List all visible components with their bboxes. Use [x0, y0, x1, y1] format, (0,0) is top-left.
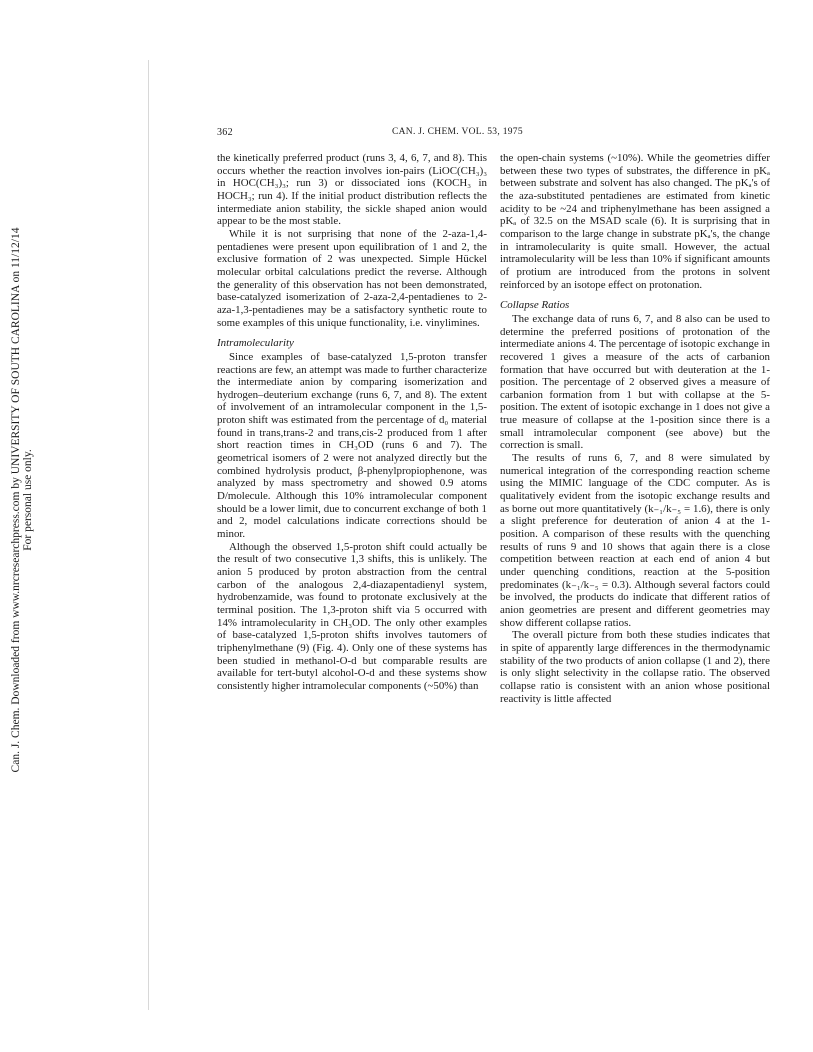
paragraph: The overall picture from both these studies indicates that in spite of apparently large differences in the thermodynamic stability of the two products of anion collapse (1 and 2), there is only slight selectivity in the collapse ratio. The observed collapse ratio is consistent with an anion whose positional reactivity is little affected	[500, 629, 770, 705]
right-column	[500, 152, 770, 705]
paragraph: Since examples of base-catalyzed 1,5-proton transfer reactions are few, an attempt was made to further characterize the intermediate anion by comparing isomerization and hydrogen–deuterium exchange (runs 6, 7, and 8). The extent of involvement of an intramolecular component in the 1,5-proton shift was estimated from the percentage of d₀ material found in trans,trans-2 and trans,cis-2 produced from 1 after short reaction times in CH₃OD (runs 6 and 7). The geometrical isomers of 2 were not analyzed directly but the combined hydrolysis product, β-phenylpropiophenone, was analyzed by mass spectrometry and showed 0.9 atoms D/molecule. Although this 10% intramolecular component should be a lower limit, due to concurrent exchange of both 1 and 2, model calculations indicate corrections should be minor.	[217, 350, 487, 541]
download-watermark	[2, 180, 42, 820]
watermark-line-1: Can. J. Chem. Downloaded from www.nrcresearchpress.com by UNIVERSITY OF SOUTH CAROLINA on 11/12/14	[10, 227, 22, 773]
paragraph: The exchange data of runs 6, 7, and 8 also can be used to determine the preferred positions of protonation of the intermediate anions 4. The percentage of isotopic exchange in recovered 1 gives a measure of the acts of carbanion formation that have occurred but with deuteration at the 1-position. The percentage of 2 observed gives a measure of carbanion formation from 1 but with collapse at the 5-position. The extent of isotopic exchange in 1 does not give a true measure of collapse at the 1-position since there is a small intramolecular component (see above) but the correction is small.	[500, 312, 770, 452]
section-heading-collapse-ratios: Collapse Ratios	[500, 299, 570, 312]
running-header	[217, 127, 777, 141]
paragraph: the open-chain systems (~10%). While the geometries differ between these two types of substrates, the difference in pKₐ between substrate and solvent has also changed. The pKₐ's of the aza-substituted pentadienes are estimated from kinetic acidity to be ~24 and triphenylmethane has been assigned a pKₐ of 32.5 on the MSAD scale (6). It is surprising that in comparison to the large change in substrate pKₐ's, the change in intramolecularity is quite small. However, the actual intramolecularity will be less than 10% if significant amounts of protium are introduced from the protons in solvent reinforced by an isotope effect on protonation.	[500, 152, 770, 291]
paragraph: the kinetically preferred product (runs 3, 4, 6, 7, and 8). This occurs whether the reaction involves ion-pairs (LiOC(CH₃)₃ in HOC(CH₃)₃; run 3) or dissociated ions (KOCH₃ in HOCH₃; run 4). If the initial product distribution reflects the intermediate anion stability, the sickle shaped anion would appear to be the most stable.	[217, 152, 487, 228]
journal-citation: CAN. J. CHEM. VOL. 53, 1975	[392, 127, 523, 137]
paragraph: The results of runs 6, 7, and 8 were simulated by numerical integration of the corresponding reaction scheme using the MIMIC language of the CDC computer. As is qualitatively evident from the isotopic exchange results and as borne out more quantitatively (k₋₁/k₋₅ = 1.6), there is only a slight preference for deuteration of anion 4 at the 1-position. A comparison of these results with the quenching results of runs 9 and 10 shows that again there is a close competition between reaction at each end of anion 4 but under quenching conditions, reaction at the 5-position predominates (k₋₁/k₋₅ = 0.3). Although several factors could be involved, the products do indicate that different ratios of anion geometries are present and different geometries may show different collapse ratios.	[500, 452, 770, 629]
scan-margin-line	[148, 60, 149, 1010]
page-number: 362	[217, 127, 233, 138]
left-column	[217, 152, 487, 693]
paragraph: While it is not surprising that none of the 2-aza-1,4-pentadienes were present upon equilibration of 1 and 2, the exclusive formation of 2 was unexpected. Simple Hückel molecular orbital calculations predict the reverse. Although the generality of this observation has not been demonstrated, base-catalyzed isomerization of 2-aza-2,4-pentadienes to 2-aza-1,3-pentadienes may be a satisfactory synthetic route to some examples of this unique functionality, i.e. vinylimines.	[217, 227, 487, 329]
section-heading-intramolecularity: Intramolecularity	[217, 337, 294, 350]
watermark-line-2: For personal use only.	[22, 449, 34, 551]
paragraph: Although the observed 1,5-proton shift could actually be the result of two consecutive 1,3 shifts, this is unlikely. The anion 5 produced by proton abstraction from the central carbon of the analogous 2,4-diazapentadienyl system, hydrobenzamide, was found to protonate exclusively at the terminal position. The 1,3-proton shift via 5 occurred with 14% intramolecularity in CH₃OD. The only other examples of base-catalyzed 1,5-proton shifts involves tautomers of triphenylmethane (9) (Fig. 4). Only one of these systems has been studied in methanol-O-d but comparable results are available for tert-butyl alcohol-O-d and these systems show consistently higher intramolecular components (~50%) than	[217, 540, 487, 692]
